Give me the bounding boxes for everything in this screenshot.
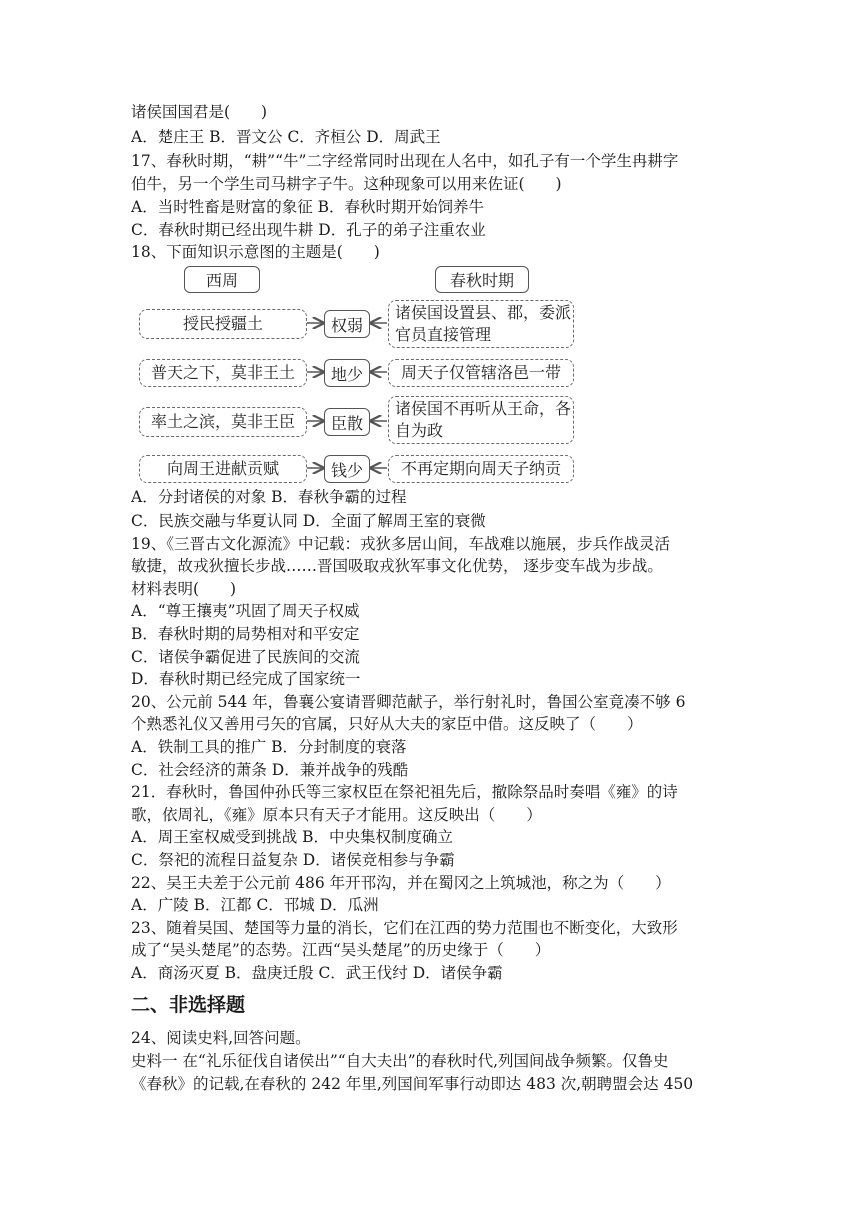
text-line: 史料一 在“礼乐征伐自诸侯出”“自大夫出”的春秋时代,列国间战争频繁。仅鲁史 <box>131 1052 669 1070</box>
q24-stem: 24、阅读史料,回答问题。 <box>131 1029 311 1047</box>
left-box-1: 授民授疆土 <box>139 309 307 339</box>
header-spring-autumn: 春秋时期 <box>435 266 529 293</box>
center-box-1: 权弱 <box>324 310 370 338</box>
q19-stem: 19、《三晋古文化源流》中记载：戎狄多居山间，车战难以施展，步兵作战灵活 <box>131 535 670 553</box>
q18-options: C．民族交融与华夏认同 D．全面了解周王室的衰微 <box>131 512 486 530</box>
q19-option-d: D．春秋时期已经完成了国家统一 <box>131 670 361 688</box>
right-box-4: 不再定期向周天子纳贡 <box>388 455 574 483</box>
left-box-4: 向周王进献贡赋 <box>139 455 307 483</box>
text-line: 材料表明( ) <box>131 580 237 598</box>
center-box-2: 地少 <box>324 359 370 387</box>
q22-stem: 22、吴王夫差于公元前 486 年开邗沟，并在蜀冈之上筑城池，称之为（ ） <box>131 874 671 892</box>
q23-stem: 23、随着吴国、楚国等力量的消长，它们在江西的势力范围也不断变化，大致形 <box>131 919 678 937</box>
q20-stem: 20、公元前 544 年，鲁襄公宴请晋卿范献子，举行射礼时，鲁国公室竟凑不够 6 <box>131 693 686 711</box>
q18-stem: 18、下面知识示意图的主题是( ) <box>131 243 380 261</box>
q20-options: C．社会经济的萧条 D．兼并战争的残酷 <box>131 761 409 779</box>
text-line: 诸侯国国君是( ) <box>131 103 268 121</box>
center-box-3: 臣散 <box>324 408 370 436</box>
q19-option-c: C．诸侯争霸促进了民族间的交流 <box>131 648 360 666</box>
q21-options: A．周王室权威受到挑战 B．中央集权制度确立 <box>131 828 454 846</box>
right-box-3: 诸侯国不再听从王命，各自为政 <box>388 396 574 444</box>
right-box-1: 诸侯国设置县、郡，委派官员直接管理 <box>388 300 574 348</box>
text-line: 个熟悉礼仪又善用弓矢的官属，只好从大夫的家臣中借。这反映了（ ） <box>131 715 643 733</box>
text-line: 成了“吴头楚尾”的态势。江西“吴头楚尾”的历史缘于（ ） <box>131 941 551 959</box>
text-line: 《春秋》的记载,在春秋的 242 年里,列国间军事行动即达 483 次,朝聘盟会达 450 <box>131 1075 694 1093</box>
q23-options: A．商汤灭夏 B．盘庚迁殷 C．武王伐纣 D．诸侯争霸 <box>131 964 503 982</box>
q16-options: A．楚庄王 B．晋文公 C．齐桓公 D．周武王 <box>131 128 441 146</box>
section-heading: 二、非选择题 <box>131 994 246 1016</box>
q19-option-a: A．“尊王攘夷”巩固了周天子权威 <box>131 602 360 620</box>
text-line: 歌，依周礼，《雍》原本只有天子才能用。这反映出（ ） <box>131 806 542 824</box>
left-box-2: 普天之下，莫非王土 <box>139 359 307 387</box>
text-line: 敏捷，故戎狄擅长步战……晋国吸取戎狄军事文化优势， 逐步变车战为步战。 <box>131 557 663 575</box>
q22-options: A．广陵 B．江都 C．邗城 D．瓜洲 <box>131 896 379 914</box>
q19-option-b: B．春秋时期的局势相对和平安定 <box>131 625 360 643</box>
q17-options: A．当时牲畜是财富的象征 B．春秋时期开始饲养牛 <box>131 198 485 216</box>
text-line: 伯牛，另一个学生司马耕字子牛。这种现象可以用来佐证( ) <box>131 175 562 193</box>
q21-options: C．祭祀的流程日益复杂 D．诸侯竞相参与争霸 <box>131 851 455 869</box>
left-box-3: 率土之滨，莫非王臣 <box>139 407 307 437</box>
center-box-4: 钱少 <box>324 455 370 483</box>
right-box-2: 周天子仅管辖洛邑一带 <box>388 359 574 387</box>
q21-stem: 21．春秋时，鲁国仲孙氏等三家权臣在祭祀祖先后，撤除祭品时奏唱《雍》的诗 <box>131 783 678 801</box>
q17-options: C．春秋时期已经出现牛耕 D．孔子的弟子注重农业 <box>131 221 486 239</box>
q17-stem: 17、春秋时期，“耕”“牛”二字经常同时出现在人名中，如孔子有一个学生冉耕字 <box>131 152 679 170</box>
header-western-zhou: 西周 <box>184 266 260 293</box>
q18-options: A．分封诸侯的对象 B．春秋争霸的过程 <box>131 488 407 506</box>
q20-options: A．铁制工具的推广 B．分封制度的衰落 <box>131 738 407 756</box>
knowledge-diagram <box>135 262 577 488</box>
